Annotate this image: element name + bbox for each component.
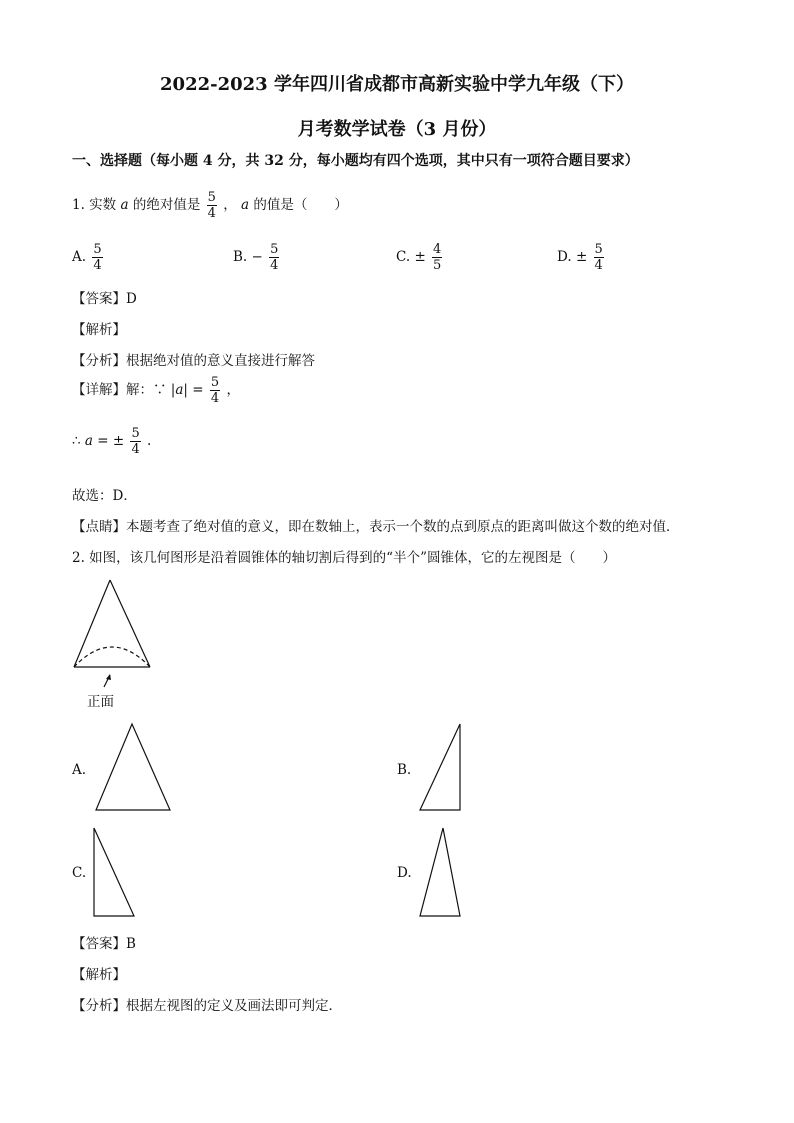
front-label: 正面 [87, 694, 114, 710]
detail-num: 5 [210, 375, 220, 390]
q1-therefore [72, 426, 151, 457]
q1-choose: 故选：D． [72, 488, 137, 504]
therefore-den: 4 [131, 442, 140, 457]
question-1-stem [72, 190, 348, 221]
option-num: 5 [93, 242, 102, 257]
q2-answer: 【答案】B [72, 936, 136, 952]
detail-den: 4 [210, 391, 220, 406]
q1-fraction [207, 190, 217, 221]
doc-subtitle: 月考数学试卷（3 月份） [297, 119, 497, 140]
q1-option-d[interactable] [557, 242, 606, 273]
therefore-symbol: ∴ [72, 433, 81, 449]
q1-var: a [120, 197, 129, 213]
option-label: A. [72, 249, 87, 265]
option-den: 4 [270, 258, 279, 273]
q1-dianjing: 【点睛】本题考查了绝对值的意义，即在数轴上，表示一个数的点到原点的距离叫做这个数的绝对值． [72, 519, 680, 535]
q1-option-b[interactable] [233, 242, 281, 273]
half-cone-figure [70, 575, 160, 715]
therefore-end: . [147, 433, 152, 449]
q1-var2: a [241, 197, 250, 213]
q1-jiexi: 【解析】 [72, 322, 126, 338]
q1-frac-den: 4 [207, 206, 216, 221]
option-den: 4 [594, 258, 603, 273]
option-label: B. [233, 249, 248, 265]
q1-mid: 的绝对值是 [132, 197, 201, 213]
option-sign: ± [414, 249, 426, 265]
option-label: C. [396, 249, 411, 265]
option-num: 5 [594, 242, 603, 257]
section-heading: 一、选择题（每小题 4 分，共 32 分，每小题均有四个选项，其中只有一项符合题目要求） [72, 153, 639, 169]
detail-prefix: 【详解】解：∵ [72, 382, 167, 398]
option-num: 4 [433, 242, 442, 257]
option-den: 4 [93, 258, 102, 273]
q2-option-b-label[interactable]: B. [397, 762, 412, 778]
q1-answer: 【答案】D [72, 291, 137, 307]
option-num: 5 [270, 242, 279, 257]
q2-option-d-label[interactable]: D. [397, 865, 412, 881]
q1-option-c[interactable] [396, 242, 444, 273]
q1-fenxi: 【分析】根据绝对值的意义直接进行解答 [72, 353, 315, 369]
option-label: D. [557, 249, 572, 265]
q1-detail [72, 375, 240, 406]
q1-comma: ， [223, 197, 237, 213]
q2-option-a-figure[interactable] [94, 722, 174, 814]
q1-suffix: 的值是（ ） [253, 197, 348, 213]
q2-option-a-label[interactable]: A. [72, 762, 87, 778]
q2-jiexi: 【解析】 [72, 967, 126, 983]
therefore-eq: = ± [97, 433, 125, 449]
question-2-stem: 2. 如图，该几何图形是沿着圆锥体的轴切割后得到的“半个”圆锥体，它的左视图是（ ） [72, 550, 616, 566]
q2-option-b-figure[interactable] [418, 722, 464, 814]
option-den: 5 [433, 258, 442, 273]
option-sign: ± [575, 249, 588, 265]
detail-abs: |a| [170, 382, 188, 398]
q1-frac-num: 5 [207, 190, 216, 205]
q2-option-d-figure[interactable] [418, 826, 464, 920]
q1-option-a[interactable] [72, 242, 105, 273]
doc-title: 2022-2023 学年四川省成都市高新实验中学九年级（下） [160, 74, 634, 95]
therefore-var: a [84, 433, 93, 449]
q1-prefix: 1. 实数 [72, 197, 117, 213]
detail-eq: = [192, 382, 204, 398]
option-sign: − [251, 249, 263, 265]
q2-fenxi: 【分析】根据左视图的定义及画法即可判定． [72, 998, 342, 1014]
detail-end: ， [226, 382, 240, 398]
q2-option-c-figure[interactable] [92, 826, 138, 920]
q2-option-c-label[interactable]: C. [72, 865, 87, 881]
therefore-num: 5 [131, 426, 140, 441]
